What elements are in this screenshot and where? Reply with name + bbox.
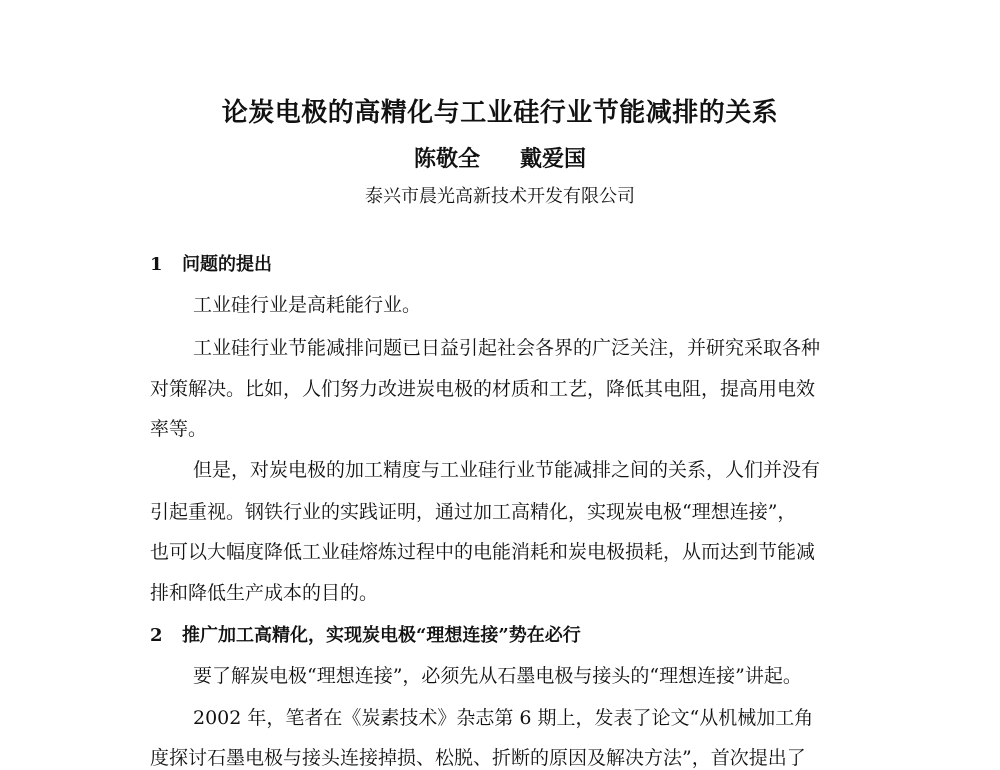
- paragraph-line: 引起重视。钢铁行业的实践证明，通过加工高精化，实现炭电极“理想连接”，: [150, 501, 797, 523]
- section-number: 1: [150, 254, 163, 275]
- paragraph-line: 2002 年，笔者在《炭素技术》杂志第 6 期上，发表了论文“从机械加工角: [193, 707, 814, 729]
- author-name: 陈敬全: [413, 146, 480, 172]
- paragraph-line: 率等。: [150, 418, 208, 440]
- section-number: 2: [150, 625, 163, 646]
- author-name: 戴爱国: [520, 146, 587, 172]
- paragraph-line: 排和降低生产成本的目的。: [150, 582, 379, 604]
- paragraph-line: 也可以大幅度降低工业硅熔炼过程中的电能消耗和炭电极损耗，从而达到节能减: [150, 541, 816, 563]
- author-list: [0, 142, 1000, 173]
- section-heading-text: 问题的提出: [182, 254, 272, 275]
- paragraph-line: 要了解炭电极“理想连接”，必须先从石墨电极与接头的“理想连接”讲起。: [193, 665, 802, 687]
- section-heading-text: 推广加工高精化，实现炭电极“理想连接”势在必行: [182, 625, 581, 646]
- paragraph-line: 度探讨石墨电极与接头连接掉损、松脱、折断的原因及解决方法”，首次提出了: [150, 747, 806, 769]
- paragraph-line: 对策解决。比如，人们努力改进炭电极的材质和工艺，降低其电阻，提高用电效: [150, 378, 816, 400]
- affiliation: 泰兴市晨光高新技术开发有限公司: [365, 186, 635, 207]
- paper-title: 论炭电极的高精化与工业硅行业节能减排的关系: [221, 98, 779, 128]
- paragraph-line: 但是，对炭电极的加工精度与工业硅行业节能减排之间的关系，人们并没有: [193, 459, 821, 481]
- section-heading-1: [150, 250, 272, 276]
- paragraph-line: 工业硅行业节能减排问题已日益引起社会各界的广泛关注，并研究采取各种: [193, 337, 821, 359]
- paragraph-line: 工业硅行业是高耗能行业。: [193, 294, 422, 316]
- section-heading-2: [150, 621, 581, 647]
